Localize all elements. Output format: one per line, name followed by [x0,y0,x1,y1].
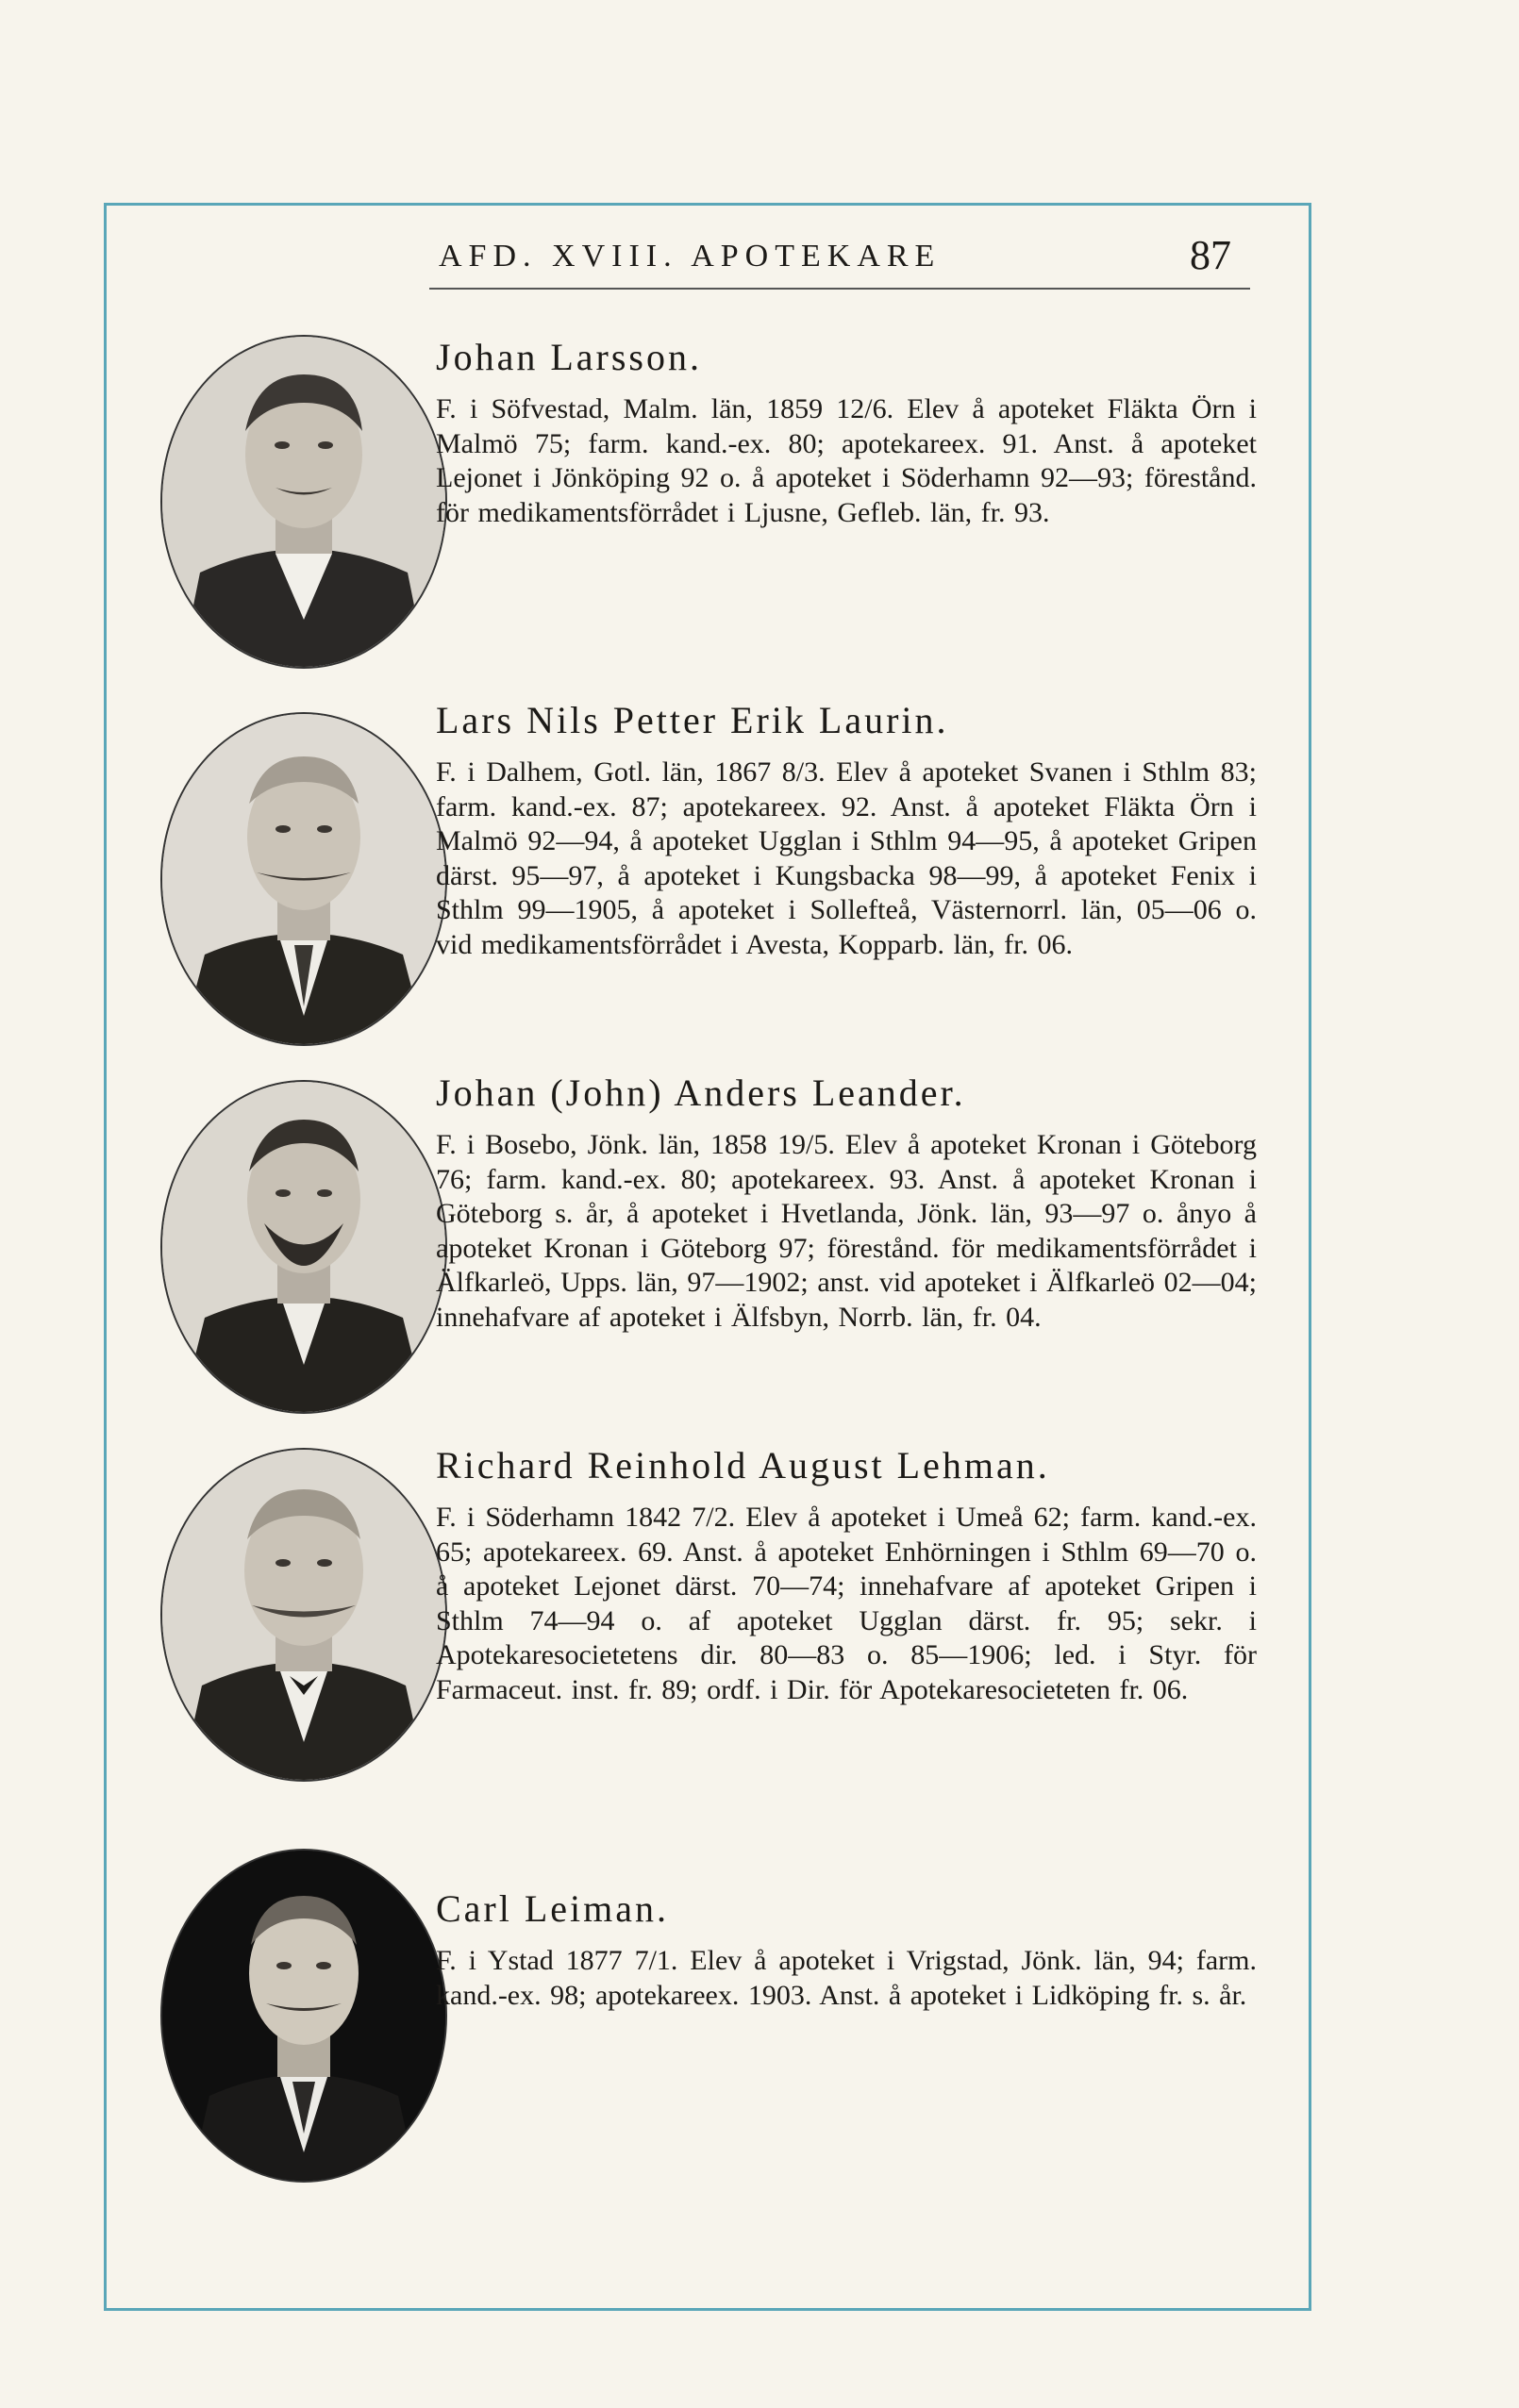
biography: F. i Ystad 1877 7/1. Elev å apoteket i Vrigstad, Jönk. län, 94; farm. kand.-ex. 98; apotekareex. 1903. Anst. å apoteket i Lidköping fr. s. år. [436,1945,1257,2011]
person-name: Lars Nils Petter Erik Laurin. [436,699,949,741]
person-name: Johan Larsson. [436,336,702,378]
running-header [429,231,1250,290]
person-name: Johan (John) Anders Leander. [436,1071,966,1114]
portrait-photo [160,1080,447,1414]
biography: F. i Dalhem, Gotl. län, 1867 8/3. Elev å apoteket Svanen i Sthlm 83; farm. kand.-ex. 87; apotekareex. 92. Anst. å apoteket Fläkta Örn i Malmö 92—94, å apoteket Ugglan i Sthlm 94—95, å apoteket Gripen därst. 95—97, å apoteket i Kungsbacka 98—99, å apoteket Fenix i Sthlm 99—1905, å apoteket i Sollefteå, Västernorrl. län, 05—06 o. vid medikamentsförrådet i Avesta, Kopparb. län, fr. 06. [436,756,1257,960]
portrait-photo [160,335,447,669]
header-title: AFD. XVIII. APOTEKARE [439,239,942,274]
biography: F. i Bosebo, Jönk. län, 1858 19/5. Elev å apoteket Kronan i Göteborg 76; farm. kand.-ex. 80; apotekareex. 93. Anst. å apoteket Kronan i Göteborg s. år, å apoteket i Hvetlanda, Jönk. län, 93—97 o. ånyo å apoteket Kronan i Göteborg 97; förestånd. för medikamentsförrådet i Älfkarleö, Upps. län, 97—1902; anst. vid apoteket i Älfkarleö 02—04; innehafvare af apoteket i Älfsbyn, Norrb. län, fr. 04. [436,1129,1257,1333]
portrait-photo [160,712,447,1046]
portrait-photo [160,1448,447,1782]
person-name: Carl Leiman. [436,1887,670,1930]
page-number: 87 [1190,232,1231,278]
biography: F. i Söfvestad, Malm. län, 1859 12/6. Elev å apoteket Fläkta Örn i Malmö 75; farm. kand.-ex. 80; apotekareex. 91. Anst. å apoteket Lejonet i Jönköping 92 o. å apoteket i Söderhamn 92—93; förestånd. för medikamentsförrådet i Ljusne, Gefleb. län, fr. 93. [436,393,1257,528]
person-name: Richard Reinhold August Lehman. [436,1444,1050,1486]
portrait-photo [160,1849,447,2183]
biography: F. i Söderhamn 1842 7/2. Elev å apoteket i Umeå 62; farm. kand.-ex. 65; apotekareex. 69. Anst. å apoteket Enhörningen i Sthlm 69—70 o. å apoteket Lejonet därst. 70—74; innehafvare af apoteket Gripen i Sthlm 74—94 o. af apoteket Ugglan därst. fr. 95; sekr. i Apotekaresocietetens dir. 80—83 o. 85—1906; led. i Styr. för Farmaceut. inst. fr. 89; ordf. i Dir. för Apotekaresocieteten fr. 06. [436,1502,1257,1705]
